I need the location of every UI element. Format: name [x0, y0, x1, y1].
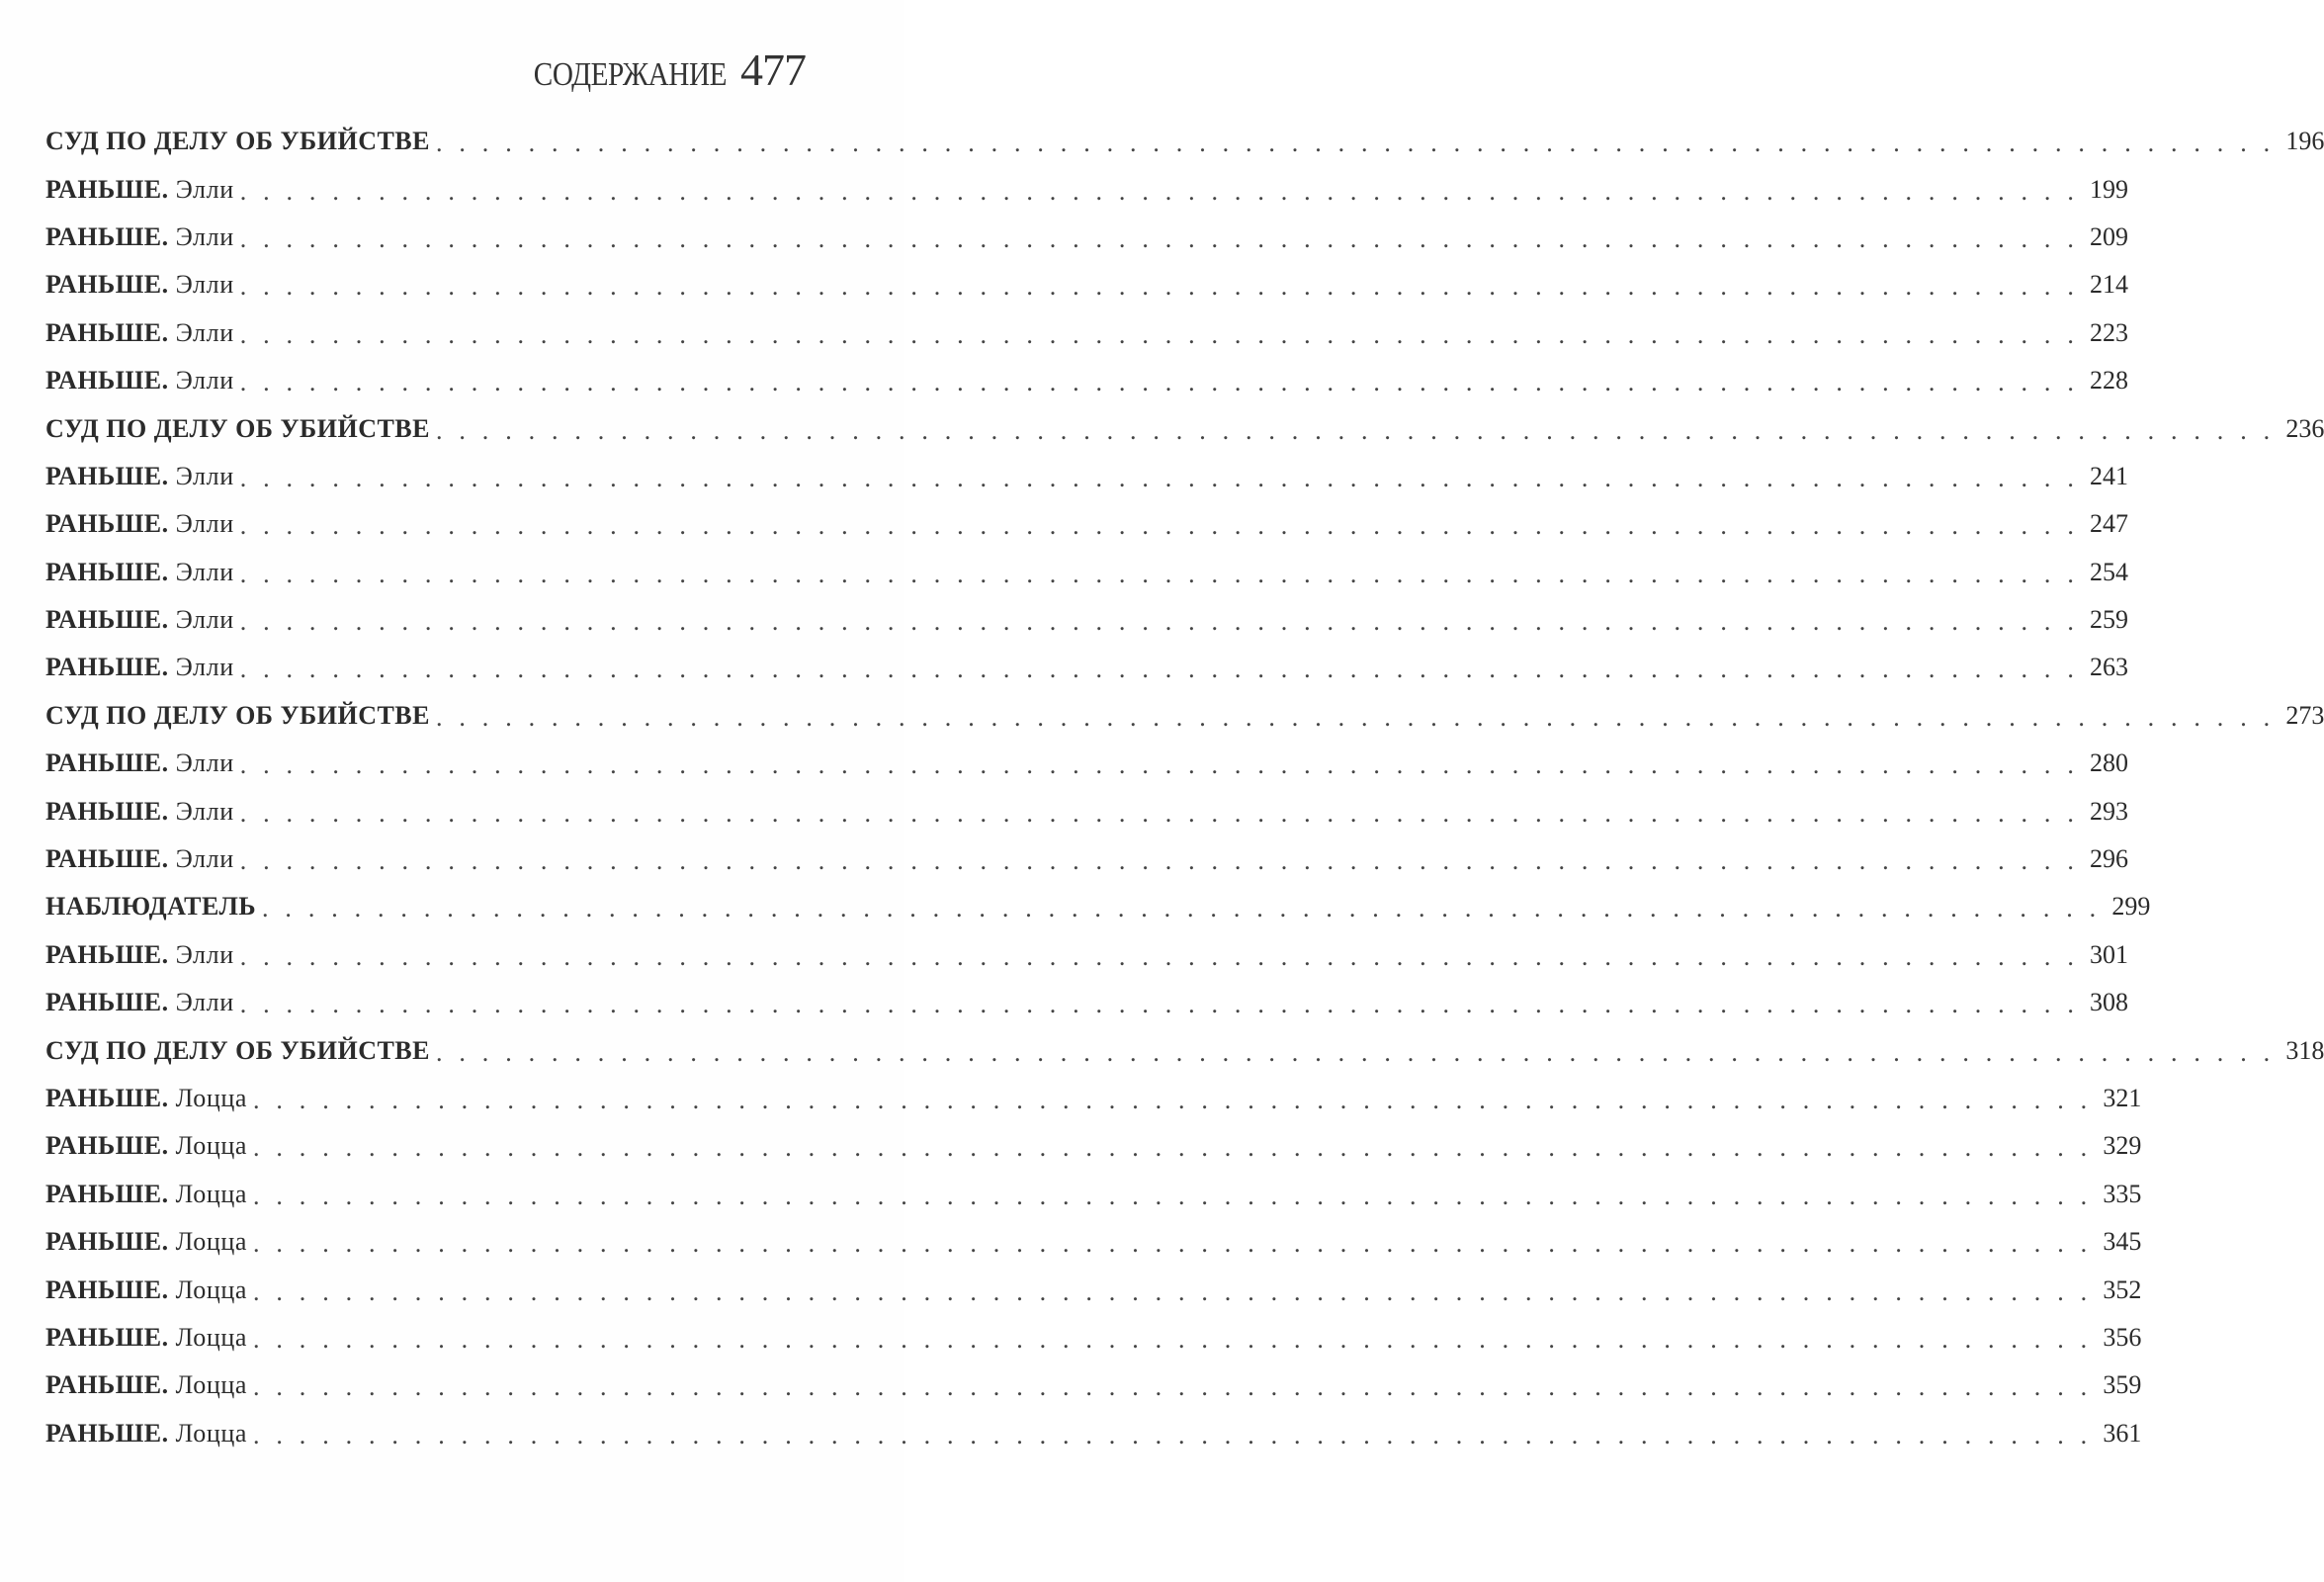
toc-entry — [45, 1362, 2142, 1409]
toc-entry-page: 345 — [2103, 1227, 2142, 1257]
dot-leader: . . . . . . . . . . . . . . . . . . . . . . . . . . . . . . . . . . . . . . . . . . . . . . . . . . . . . . . . . . . . . . . . . . . . . . . . . . . . . . . . — [239, 750, 2080, 780]
toc-entry-label — [45, 461, 234, 490]
toc-entry-label — [45, 846, 234, 872]
dot-leader: . . . . . . . . . . . . . . . . . . . . . . . . . . . . . . . . . . . . . . . . . . . . . . . . . . . . . . . . . . . . . . . . . . . . . . . . . . . . . . . . — [239, 272, 2080, 302]
toc-entry-title: РАНЬШЕ. — [45, 844, 169, 874]
toc-entry-subtitle: Элли — [175, 988, 234, 1017]
toc-entry-label — [45, 655, 234, 680]
dot-leader: . . . . . . . . . . . . . . . . . . . . . . . . . . . . . . . . . . . . . . . . . . . . . . . . . . . . . . . . . . . . . . . . . . . . . . . . . . . . . . . . — [239, 990, 2080, 1019]
dot-leader: . . . . . . . . . . . . . . . . . . . . . . . . . . . . . . . . . . . . . . . . . . . . . . . . . . . . . . . . . . . . . . . . . . . . . . . . . . . . . . . . — [253, 1324, 2093, 1354]
toc-entry — [45, 740, 2129, 787]
toc-entry-label — [45, 129, 430, 154]
toc-entry — [45, 692, 2324, 740]
toc-entry-label — [45, 700, 430, 730]
toc-entry — [45, 979, 2129, 1026]
toc-entry-page: 236 — [2285, 413, 2324, 443]
toc-entry-subtitle: Лоцца — [175, 1084, 247, 1112]
dot-leader: . . . . . . . . . . . . . . . . . . . . . . . . . . . . . . . . . . . . . . . . . . . . . . . . . . . . . . . . . . . . . . . . . . . . . . . . . . . . . . . . — [253, 1229, 2093, 1259]
toc-entry-label — [45, 1229, 247, 1255]
toc-entry — [45, 835, 2129, 883]
toc-entry-label — [45, 174, 234, 204]
toc-entry-label — [45, 796, 234, 826]
toc-entry — [45, 1314, 2142, 1362]
toc-entry-title: РАНЬШЕ. — [45, 557, 169, 586]
toc-entry — [45, 644, 2129, 691]
toc-entry-page: 209 — [2090, 221, 2129, 251]
toc-entry-title: СУД ПО ДЕЛУ ОБ УБИЙСТВЕ — [45, 1035, 430, 1065]
toc-entry-title: РАНЬШЕ. — [45, 939, 169, 969]
dot-leader: . . . . . . . . . . . . . . . . . . . . . . . . . . . . . . . . . . . . . . . . . . . . . . . . . . . . . . . . . . . . . . . . . . . . . . . . . . . . . . . . — [436, 1037, 2276, 1067]
toc-entry — [45, 1075, 2142, 1122]
toc-entry-label — [45, 894, 256, 920]
toc-entry-title: РАНЬШЕ. — [45, 605, 169, 635]
toc-entry-label — [45, 1133, 247, 1159]
toc-entry-title: РАНЬШЕ. — [45, 317, 169, 347]
running-header-title: СОДЕРЖАНИЕ — [533, 56, 727, 93]
toc-entry-title: РАНЬШЕ. — [45, 270, 169, 300]
toc-entry — [45, 404, 2324, 452]
toc-entry-page: 329 — [2103, 1131, 2142, 1161]
toc-entry-label — [45, 939, 234, 969]
dot-leader: . . . . . . . . . . . . . . . . . . . . . . . . . . . . . . . . . . . . . . . . . . . . . . . . . . . . . . . . . . . . . . . . . . . . . . . . . . . . . . . . — [239, 846, 2080, 876]
toc-entry-subtitle: Элли — [175, 844, 234, 874]
toc-entry-page: 223 — [2090, 317, 2129, 347]
toc-entry-title: РАНЬШЕ. — [45, 461, 169, 490]
dot-leader: . . . . . . . . . . . . . . . . . . . . . . . . . . . . . . . . . . . . . . . . . . . . . . . . . . . . . . . . . . . . . . . . . . . . . . . . . . . . . . . . — [239, 607, 2080, 637]
toc-entry-subtitle: Элли — [175, 509, 234, 539]
dot-leader: . . . . . . . . . . . . . . . . . . . . . . . . . . . . . . . . . . . . . . . . . . . . . . . . . . . . . . . . . . . . . . . . . . . . . . . . . . . . . . . . — [253, 1181, 2093, 1210]
dot-leader: . . . . . . . . . . . . . . . . . . . . . . . . . . . . . . . . . . . . . . . . . . . . . . . . . . . . . . . . . . . . . . . . . . . . . . . . . . . . . . . . — [253, 1133, 2093, 1163]
toc-entry — [45, 787, 2129, 835]
toc-entry-label — [45, 750, 234, 776]
toc-entry-title: РАНЬШЕ. — [45, 748, 169, 778]
toc-entry-subtitle: Лоцца — [175, 1418, 247, 1448]
toc-entry-label — [45, 368, 234, 394]
toc-entry-page: 293 — [2090, 796, 2129, 826]
dot-leader: . . . . . . . . . . . . . . . . . . . . . . . . . . . . . . . . . . . . . . . . . . . . . . . . . . . . . . . . . . . . . . . . . . . . . . . . . . . . . . . . — [239, 463, 2080, 492]
toc-entry-page: 318 — [2285, 1035, 2324, 1065]
toc-entry-page: 321 — [2103, 1084, 2142, 1112]
toc-entry-subtitle: Элли — [175, 174, 234, 204]
toc-entry-title: РАНЬШЕ. — [45, 796, 169, 826]
toc-entry-page: 214 — [2090, 270, 2129, 300]
toc-entry — [45, 931, 2129, 979]
toc-entry-title: РАНЬШЕ. — [45, 509, 169, 539]
toc-entry-label — [45, 557, 234, 586]
toc-entry-label — [45, 413, 430, 443]
dot-leader: . . . . . . . . . . . . . . . . . . . . . . . . . . . . . . . . . . . . . . . . . . . . . . . . . . . . . . . . . . . . . . . . . . . . . . . . . . . . . . . . — [239, 798, 2080, 828]
toc-entry-label — [45, 990, 234, 1015]
dot-leader: . . . . . . . . . . . . . . . . . . . . . . . . . . . . . . . . . . . . . . . . . . . . . . . . . . . . . . . . . . . . . . . . . . . . . . . . . . . . . . . . — [239, 559, 2080, 588]
toc-entry-subtitle: Лоцца — [175, 1227, 247, 1257]
toc-entry-title: РАНЬШЕ. — [45, 1274, 169, 1304]
toc-entry-page: 356 — [2103, 1322, 2142, 1352]
toc-entry-page: 359 — [2103, 1370, 2142, 1400]
table-of-contents — [45, 118, 2324, 1457]
toc-entry-subtitle: Элли — [175, 221, 234, 251]
toc-entry-title: РАНЬШЕ. — [45, 1084, 169, 1112]
toc-entry-title: РАНЬШЕ. — [45, 1131, 169, 1161]
toc-entry — [45, 500, 2129, 548]
toc-entry-title: НАБЛЮДАТЕЛЬ — [45, 892, 257, 922]
dot-leader: . . . . . . . . . . . . . . . . . . . . . . . . . . . . . . . . . . . . . . . . . . . . . . . . . . . . . . . . . . . . . . . . . . . . . . . . . . . . . . . . — [239, 223, 2080, 253]
toc-entry-subtitle: Лоцца — [175, 1274, 247, 1304]
toc-entry-page: 196 — [2285, 127, 2324, 156]
dot-leader: . . . . . . . . . . . . . . . . . . . . . . . . . . . . . . . . . . . . . . . . . . . . . . . . . . . . . . . . . . . . . . . . . . . . . . . . . . . . . . . . — [436, 702, 2276, 732]
toc-entry-page: 352 — [2103, 1274, 2142, 1304]
toc-entry-subtitle: Лоцца — [175, 1179, 247, 1208]
toc-entry-subtitle: Элли — [175, 366, 234, 396]
toc-entry — [45, 118, 2324, 165]
toc-entry-label — [45, 1274, 247, 1304]
toc-entry-label — [45, 1035, 430, 1065]
toc-entry-label — [45, 511, 234, 537]
toc-entry-subtitle: Лоцца — [175, 1370, 247, 1400]
toc-entry-title: РАНЬШЕ. — [45, 366, 169, 396]
toc-entry — [45, 549, 2129, 596]
dot-leader: . . . . . . . . . . . . . . . . . . . . . . . . . . . . . . . . . . . . . . . . . . . . . . . . . . . . . . . . . . . . . . . . . . . . . . . . . . . . . . . . — [239, 176, 2080, 206]
toc-entry — [45, 1410, 2142, 1457]
toc-entry-subtitle: Элли — [175, 605, 234, 635]
toc-entry-title: РАНЬШЕ. — [45, 1322, 169, 1352]
toc-entry-title: РАНЬШЕ. — [45, 988, 169, 1017]
toc-entry-label — [45, 317, 234, 347]
dot-leader: . . . . . . . . . . . . . . . . . . . . . . . . . . . . . . . . . . . . . . . . . . . . . . . . . . . . . . . . . . . . . . . . . . . . . . . . . . . . . . . . — [262, 894, 2102, 923]
toc-entry-page: 228 — [2090, 366, 2129, 396]
toc-entry-page: 263 — [2090, 653, 2129, 682]
dot-leader: . . . . . . . . . . . . . . . . . . . . . . . . . . . . . . . . . . . . . . . . . . . . . . . . . . . . . . . . . . . . . . . . . . . . . . . . . . . . . . . . — [253, 1372, 2093, 1402]
toc-entry-subtitle: Элли — [175, 461, 234, 490]
toc-entry-label — [45, 1179, 247, 1208]
toc-entry-subtitle: Элли — [175, 748, 234, 778]
toc-entry-title: СУД ПО ДЕЛУ ОБ УБИЙСТВЕ — [45, 413, 430, 443]
toc-entry-subtitle: Элли — [175, 270, 234, 300]
toc-entry-label — [45, 272, 234, 298]
toc-entry — [45, 1171, 2142, 1218]
toc-entry-subtitle: Лоцца — [175, 1322, 247, 1352]
toc-entry-subtitle: Элли — [175, 653, 234, 682]
toc-entry — [45, 1266, 2142, 1313]
toc-entry-subtitle: Элли — [175, 317, 234, 347]
toc-entry-page: 280 — [2090, 748, 2129, 778]
toc-entry-label — [45, 1372, 247, 1398]
toc-entry-page: 335 — [2103, 1179, 2142, 1208]
dot-leader: . . . . . . . . . . . . . . . . . . . . . . . . . . . . . . . . . . . . . . . . . . . . . . . . . . . . . . . . . . . . . . . . . . . . . . . . . . . . . . . . — [253, 1086, 2093, 1114]
toc-entry — [45, 596, 2129, 644]
toc-entry-page: 299 — [2111, 892, 2151, 922]
toc-entry-page: 301 — [2090, 939, 2129, 969]
toc-entry-subtitle: Элли — [175, 939, 234, 969]
running-header — [502, 44, 806, 96]
toc-entry — [45, 357, 2129, 404]
toc-entry — [45, 261, 2129, 308]
toc-entry-page: 259 — [2090, 605, 2129, 635]
dot-leader: . . . . . . . . . . . . . . . . . . . . . . . . . . . . . . . . . . . . . . . . . . . . . . . . . . . . . . . . . . . . . . . . . . . . . . . . . . . . . . . . — [239, 655, 2080, 684]
toc-entry-title: РАНЬШЕ. — [45, 653, 169, 682]
toc-entry-page: 254 — [2090, 557, 2129, 586]
dot-leader: . . . . . . . . . . . . . . . . . . . . . . . . . . . . . . . . . . . . . . . . . . . . . . . . . . . . . . . . . . . . . . . . . . . . . . . . . . . . . . . . — [253, 1420, 2093, 1450]
toc-entry-label — [45, 1418, 247, 1448]
toc-entry-subtitle: Элли — [175, 557, 234, 586]
toc-entry — [45, 309, 2129, 357]
toc-entry-title: РАНЬШЕ. — [45, 1418, 169, 1448]
toc-entry-page: 199 — [2090, 174, 2129, 204]
dot-leader: . . . . . . . . . . . . . . . . . . . . . . . . . . . . . . . . . . . . . . . . . . . . . . . . . . . . . . . . . . . . . . . . . . . . . . . . . . . . . . . . — [239, 368, 2080, 397]
toc-entry — [45, 165, 2129, 213]
toc-entry-title: СУД ПО ДЕЛУ ОБ УБИЙСТВЕ — [45, 127, 430, 156]
toc-entry-title: РАНЬШЕ. — [45, 1227, 169, 1257]
toc-entry-label — [45, 1322, 247, 1352]
toc-entry-label — [45, 1086, 247, 1111]
toc-entry-title: РАНЬШЕ. — [45, 1370, 169, 1400]
toc-entry-page: 273 — [2285, 700, 2324, 730]
toc-entry-label — [45, 607, 234, 633]
toc-entry-page: 296 — [2090, 844, 2129, 874]
dot-leader: . . . . . . . . . . . . . . . . . . . . . . . . . . . . . . . . . . . . . . . . . . . . . . . . . . . . . . . . . . . . . . . . . . . . . . . . . . . . . . . . — [239, 941, 2080, 971]
toc-entry-title: СУД ПО ДЕЛУ ОБ УБИЙСТВЕ — [45, 700, 430, 730]
dot-leader: . . . . . . . . . . . . . . . . . . . . . . . . . . . . . . . . . . . . . . . . . . . . . . . . . . . . . . . . . . . . . . . . . . . . . . . . . . . . . . . . — [239, 511, 2080, 541]
dot-leader: . . . . . . . . . . . . . . . . . . . . . . . . . . . . . . . . . . . . . . . . . . . . . . . . . . . . . . . . . . . . . . . . . . . . . . . . . . . . . . . . — [253, 1276, 2093, 1306]
toc-entry-title: РАНЬШЕ. — [45, 221, 169, 251]
toc-entry-page: 308 — [2090, 988, 2129, 1017]
toc-entry-page: 247 — [2090, 509, 2129, 539]
toc-entry-page: 361 — [2103, 1418, 2142, 1448]
toc-entry — [45, 1218, 2142, 1266]
toc-entry-label — [45, 221, 234, 251]
toc-entry-title: РАНЬШЕ. — [45, 1179, 169, 1208]
dot-leader: . . . . . . . . . . . . . . . . . . . . . . . . . . . . . . . . . . . . . . . . . . . . . . . . . . . . . . . . . . . . . . . . . . . . . . . . . . . . . . . . — [436, 415, 2276, 445]
toc-entry — [45, 1026, 2324, 1074]
toc-entry — [45, 883, 2151, 930]
toc-entry — [45, 1122, 2142, 1170]
dot-leader: . . . . . . . . . . . . . . . . . . . . . . . . . . . . . . . . . . . . . . . . . . . . . . . . . . . . . . . . . . . . . . . . . . . . . . . . . . . . . . . . — [239, 319, 2080, 349]
page-number: 477 — [740, 44, 806, 95]
toc-entry-subtitle: Лоцца — [175, 1131, 247, 1161]
dot-leader: . . . . . . . . . . . . . . . . . . . . . . . . . . . . . . . . . . . . . . . . . . . . . . . . . . . . . . . . . . . . . . . . . . . . . . . . . . . . . . . . — [436, 129, 2276, 158]
toc-entry-title: РАНЬШЕ. — [45, 174, 169, 204]
toc-entry-page: 241 — [2090, 461, 2129, 490]
toc-entry-subtitle: Элли — [175, 796, 234, 826]
toc-entry — [45, 214, 2129, 261]
toc-entry — [45, 453, 2129, 500]
